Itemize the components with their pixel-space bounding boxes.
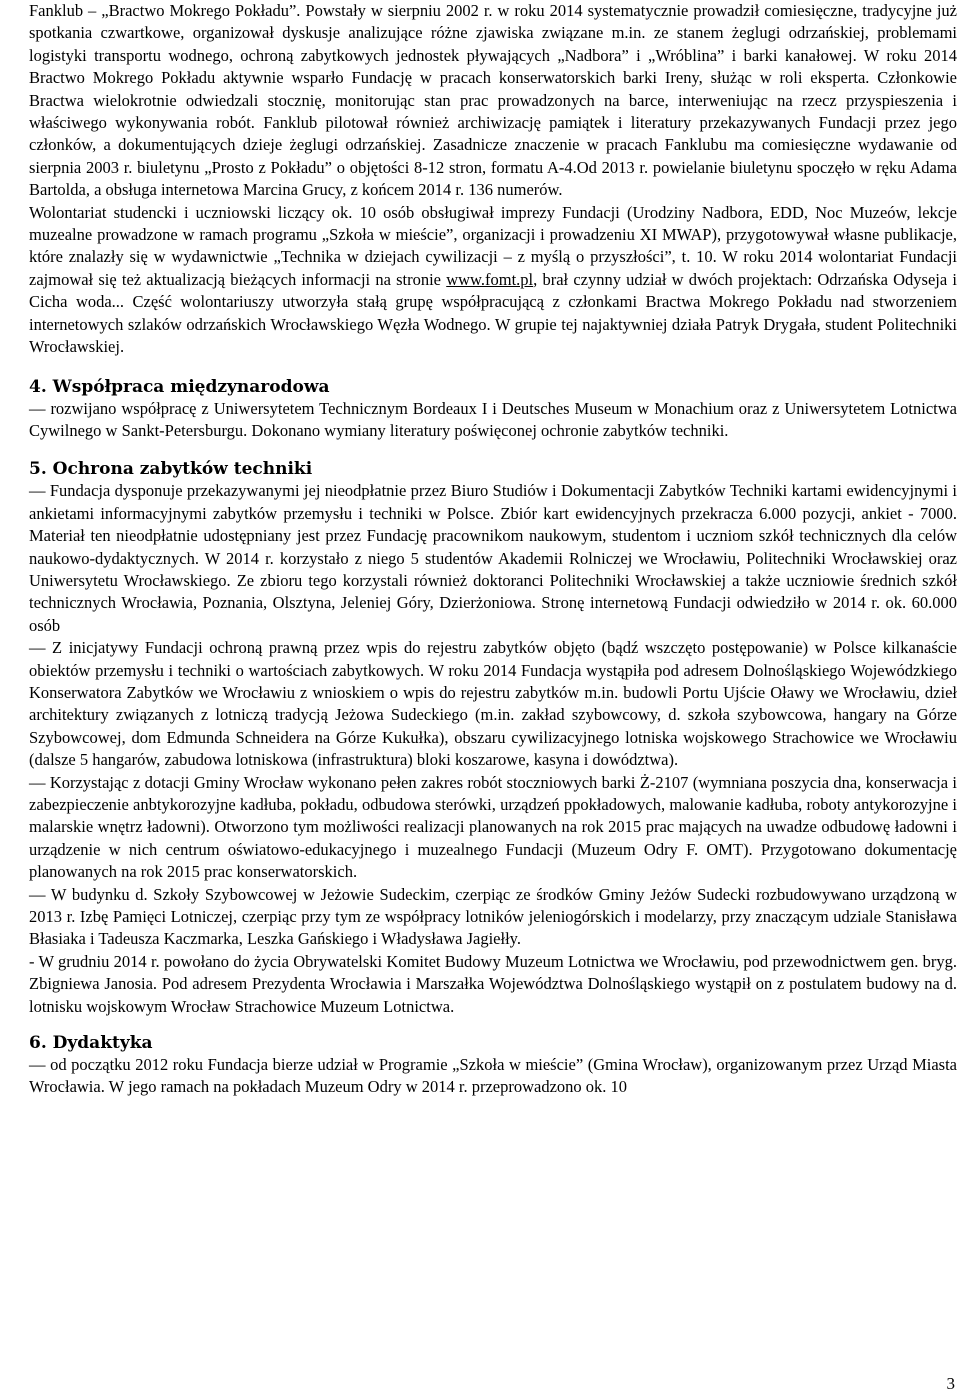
section-heading-didactics: 6. Dydaktyka <box>29 1033 153 1054</box>
page-number: 3 <box>946 1374 955 1393</box>
website-link[interactable]: www.fomt.pl <box>446 269 534 289</box>
monuments-item-barge: — Korzystając z dotacji Gminy Wrocław wykonano pełen zakres robót stoczniowych barki Ż-2107 (wymniana poszycia dna, konserwacja i zabezpieczenie anbtykorozyjne kadłuba, pokładu, odbudowa sterówki, urządzeń ppokładowych, malowanie kadłuba, roboty antykorozyjne i malarskie wnętrz ładowni). Otworzono tym możliwości realizacji planowanych na rok 2015 prac mających na uwadze odbudowę ładowni i urządzenie w nich centrum oświatowo-edukacyjnego i muzealnego Fundacji (Muzeum Odry F. OMT). Przygotowano dokumentację planowanych na rok 2015 prac konserwatorskich. <box>29 772 957 882</box>
volunteer-text-end: , brał czynny udział w dwóch projektach: Odrzańska Odyseja i Cicha woda... Część wolontariuszy utworzyła stałą grupę współpracującą z członkami Bractwa Mokrego Pokładu nad stworzeniem internetowych szlaków odrzańskich Wrocławskiego Węzła Wodnego. W grupie tej najaktywniej działa Patryk Drygała, student Politechniki Wrocławskiej. <box>29 269 957 357</box>
monuments-item-registry: — Z inicjatywy Fundacji ochroną prawną przez wpis do rejestru zabytków objęto (bądź wszczęto postępowanie) w Polsce kilkanaście obiektów przemysłu i techniki o wartościach zabytkowych. W roku 2014 Fundacja wystąpiła pod adresem Dolnośląskiego Wojewódzkiego Konserwatora Zabytków we Wrocławiu z wnioskiem o wpis do rejestru zabytków m.in. budowli Portu Ujście Oławy we Wrocławiu, dzieł architektury związanych z lotniczą tradycją Jeżowa Sudeckiego (m.in. zakład szybowcowy, d. szkoła szybowcowa, hangary na Górze Szybowcowej, dom Edmunda Schneidera na Górze Kukułka), obszaru cywilizacyjnego lotniska wojskowego Strachowice we Wrocławiu (dalsze 5 hangarów, zabudowa lotniskowa (infrastruktura) bloki koszarowe, kasyna i dowództwa). <box>29 638 957 770</box>
document-page <box>29 0 957 1099</box>
monuments-item-aviation-museum: - W grudniu 2014 r. powołano do życia Obrywatelski Komitet Budowy Muzeum Lotnictwa we Wrocławiu, pod przewodnictwem gen. bryg. Zbigniewa Janosia. Pod adresem Prezydenta Wrocławia i Marszałka Województwa Dolnośląskiego wystąpił on z postulatem budowy na d. lotnisku wojskowym Wrocław Strachowice Muzeum Lotnictwa. <box>29 951 957 1016</box>
volunteer-paragraph <box>29 202 957 359</box>
fanklub-paragraph: Fanklub – „Bractwo Mokrego Pokładu”. Powstały w sierpniu 2002 r. w roku 2014 systematycznie prowadził comiesięczne, tradycyjne już spotkania czwartkowe, organizował dyskusje analizujące różne zjawiska związane m.in. ze stanem żeglugi odrzańskiej, problemami logistyki transportu wodnego, ochroną zabytkowych jednostek pływających „Nadbora” i „Wróblina” i barki kanałowej. W roku 2014 Bractwo Mokrego Pokładu aktywnie wsparło Fundację w pracach konserwatorskich barki Ireny, służąc w roli eksperta. Członkowie Bractwa wielokrotnie odwiedzali stocznię, monitorując stan prac prowadzonych na barce, interweniując na rzecz przyspieszenia i właściwego wykonywania robót. Fanklub pilotował również archiwizację pamiątek i literatury przekazywanych Fundacji przez jego członków, a dokumentujących dzieje żeglugi odrzańskiej. Zasadnicze znaczenie w pracach Fanklubu ma comiesięczne wydawanie od sierpnia 2003 r. biuletynu „Prosto z Pokładu” o objętości 8-12 stron, formatu A-4.Od 2013 r. powielanie biuletynu spoczęło w ręku Adama Bartolda, a obsługa internetowa Marcina Grucy, z końcem 2014 r. 136 numerów. <box>29 1 957 200</box>
volunteer-text-start: Wolontariat studencki i uczniowski liczący ok. 10 osób obsługiwał imprezy Fundacji (Urodziny Nadbora, EDD, Noc Muzeów, lekcje muzealne prowadzone w ramach programu „Szkoła w mieście”, organizacji i prowadzeniu XI MWAP), przygotowywał własne publikacje, które znalazły się w wydawnictwie „Technika w dziejach cywilizacji – z myślą o przyszłości”, t. 10. W roku 2014 wolontariat Fundacji zajmował się też aktualizacją bieżących informacji na stronie <box>29 202 957 289</box>
monuments-item-records: — Fundacja dysponuje przekazywanymi jej nieodpłatnie przez Biuro Studiów i Dokumentacji Zabytków Techniki kartami ewidencyjnymi i ankietami informacyjnymi zabytków przemysłu i techniki w Polsce. Zbiór kart ewidencyjnych przekracza 6.000 pozycji, ankiet - 7000. Materiał ten nieodpłatnie udostępniany jest przez Fundację pracownikom naukowym, studentom i uczniom szkół technicznych dla celów naukowo-dydaktycznych. W 2014 r. korzystało z niego 5 studentów Akademii Rolniczej we Wrocławiu, Politechniki Wrocławskiej oraz Uniwersytetu Wrocławskiego. Ze zbioru tego korzystali również doktoranci Politechniki Wrocławskiej a także uczniowie średnich szkół technicznych Wrocławia, Poznania, Olsztyna, Jeleniej Góry, Dzierżoniowa. Stronę internetową Fundacji odwiedziło w 2014 r. ok. 60.000 osób <box>29 481 957 635</box>
didactics-item: — od początku 2012 roku Fundacja bierze udział w Programie „Szkoła w mieście” (Gmina Wrocław), organizowanym przez Urząd Miasta Wrocławia. W jego ramach na pokładach Muzeum Odry w 2014 r. przeprowadzono ok. 10 <box>29 1055 957 1097</box>
section-heading-cooperation: 4. Współpraca międzynarodowa <box>29 376 330 397</box>
monuments-item-glider-school: — W budynku d. Szkoły Szybowcowej w Jeżowie Sudeckim, czerpiąc ze środków Gminy Jeżów Sudecki rozbudowywano urządzoną w 2013 r. Izbę Pamięci Lotniczej, czerpiąc przy tym ze współpracy lotników jeleniogórskich i modelarzy, przy znaczącym udziale Stanisława Błasiaka i Tadeusza Kaczmarka, Leszka Gańskiego i Władysława Jagiełły. <box>29 884 957 949</box>
cooperation-item: — rozwijano współpracę z Uniwersytetem Technicznym Bordeaux I i Deutsches Museum w Monachium oraz z Uniwersytetem Lotnictwa Cywilnego w Sankt-Petersburgu. Dokonano wymiany literatury poświęconej ochronie zabytków techniki. <box>29 398 957 440</box>
section-heading-monuments: 5. Ochrona zabytków techniki <box>29 459 313 480</box>
